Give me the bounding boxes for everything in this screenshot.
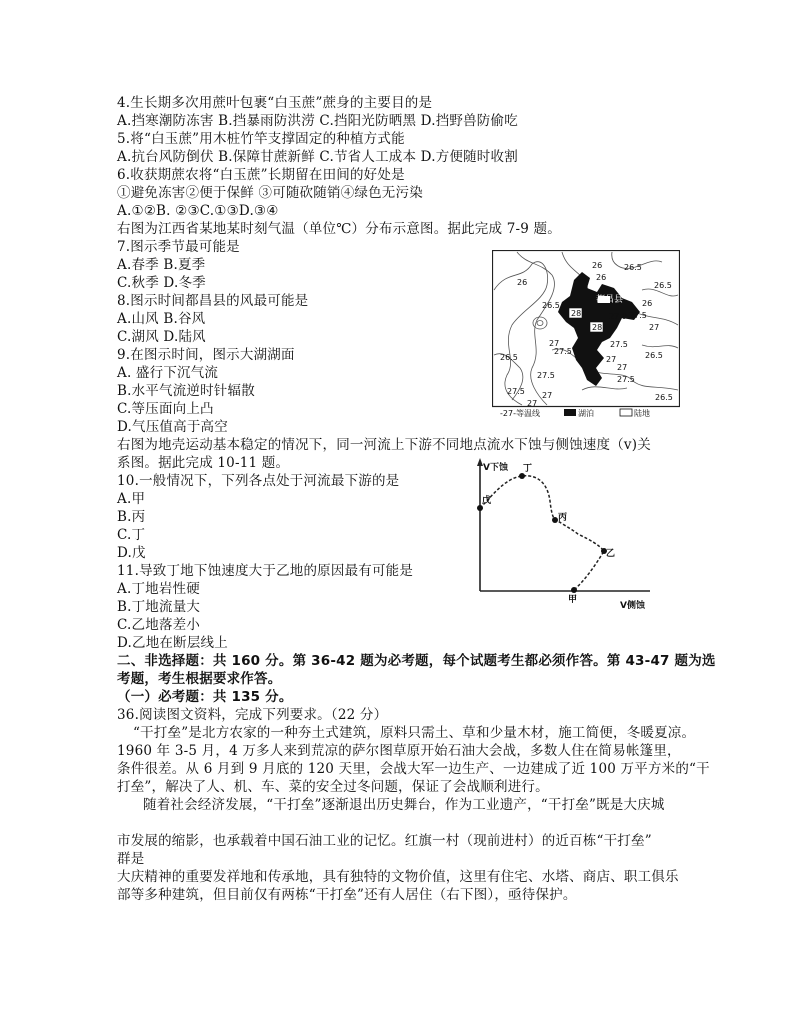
map-label-county: 都昌县	[596, 295, 624, 305]
legend-land: 陆地	[634, 409, 650, 418]
q10-option-d: D.戊	[117, 545, 146, 561]
map-label: 27	[527, 399, 538, 408]
map-label: 26.5	[542, 301, 560, 310]
q11-option-a: A.丁地岩性硬	[117, 581, 200, 597]
point-label-ding: 丁	[523, 464, 533, 474]
map-label: 26	[596, 273, 607, 282]
temperature-map	[492, 250, 680, 418]
section2-subheading: （一）必考题：共 135 分。	[117, 689, 293, 705]
intro-10-11-line2: 系图。据此完成 10-11 题。	[117, 455, 290, 471]
map-label: 27.5	[617, 375, 635, 384]
q8-options-2: C.湖风 D.陆风	[117, 329, 206, 345]
map-label: 27	[606, 355, 617, 364]
x-axis-label: V侧蚀	[620, 601, 645, 611]
map-label: 27.5	[507, 387, 525, 396]
map-label: 27.5	[554, 347, 572, 356]
point-label-wu: 戊	[482, 496, 492, 506]
q6-options: A.①②B. ②③C.①③D.③④	[117, 203, 279, 219]
q8-stem: 8.图示时间都昌县的风最可能是	[117, 293, 309, 309]
q5-stem: 5.将“白玉蔗”用木桩竹竿支撑固定的种植方式能	[117, 131, 405, 147]
q36-paragraph-line8: 大庆精神的重要发祥地和传承地，具有独特的文物价值，这里有住宅、水塔、商店、职工俱乐	[117, 869, 679, 885]
legend-lake-swatch	[564, 409, 576, 416]
legend-land-swatch	[620, 409, 632, 416]
q5-options: A.抗台风防倒伏 B.保障甘蔗新鲜 C.节省人工成本 D.方便随时收割	[117, 149, 518, 165]
map-label: 27	[617, 363, 628, 372]
q8-options-1: A.山风 B.谷风	[117, 311, 206, 327]
map-label: 26.5	[500, 353, 518, 362]
q36-paragraph-line9: 部等多种建筑，但目前仅有两栋“干打垒”还有人居住（右下图），亟待保护。	[117, 887, 577, 903]
section2-heading-line2: 考题，考生根据要求作答。	[117, 671, 282, 687]
q36-paragraph-line5: 随着社会经济发展，“干打垒”逐渐退出历史舞台，作为工业遗产，“干打垒”既是大庆城	[143, 797, 665, 813]
map-label: 27	[542, 391, 553, 400]
map-label: 26	[517, 278, 528, 287]
map-label: 26.5	[654, 281, 672, 290]
q11-option-c: C.乙地落差小	[117, 617, 201, 633]
map-label: 27.5	[610, 340, 628, 349]
q36-paragraph-line6: 市发展的缩影，也承载着中国石油工业的记忆。红旗一村（现前进村）的近百栋“干打垒”	[117, 833, 652, 849]
map-label: 26.5	[655, 393, 673, 402]
q11-stem: 11.导致丁地下蚀速度大于乙地的原因最有可能是	[117, 563, 414, 579]
q9-option-b: B.水平气流逆时针辐散	[117, 383, 255, 399]
map-legend	[500, 408, 650, 418]
q6-stem: 6.收获期蔗农将“白玉蔗”长期留在田间的好处是	[117, 167, 405, 183]
q9-stem: 9.在图示时间，图示大湖湖面	[117, 347, 295, 363]
map-label: 26	[642, 299, 653, 308]
point-label-bing: 丙	[558, 513, 568, 523]
q6-items: ①避免冻害②便于保鲜 ③可随砍随销④绿色无污染	[117, 185, 423, 201]
map-label: 28	[592, 323, 603, 332]
map-label: 27	[549, 339, 560, 348]
legend-lake: 湖泊	[578, 409, 594, 418]
map-label: 28	[571, 309, 582, 318]
q11-option-d: D.乙地在断层线上	[117, 635, 228, 651]
y-axis-label: V下蚀	[483, 463, 508, 473]
q9-option-c: C.等压面向上凸	[117, 401, 214, 417]
map-label: 27.5	[629, 311, 647, 320]
erosion-curve	[480, 476, 604, 590]
point-label-jia: 甲	[568, 595, 578, 605]
point-label-yi: 乙	[606, 549, 616, 559]
q36-paragraph-line2: 1960 年 3-5 月，4 万多人来到荒凉的萨尔图草原开始石油大会战，多数人住在简易帐篷里，	[117, 743, 681, 759]
map-label: 27.9	[609, 312, 627, 321]
q36-paragraph-line4: 打垒”，解决了人、机、车、菜的安全过冬问题，保证了会战顺利进行。	[117, 779, 549, 795]
q4-stem: 4.生长期多次用蔗叶包裹“白玉蔗”蔗身的主要目的是	[117, 95, 433, 111]
q11-option-b: B.丁地流量大	[117, 599, 201, 615]
q10-option-a: A.甲	[117, 491, 146, 507]
erosion-graph	[470, 456, 660, 614]
q9-option-a: A. 盛行下沉气流	[117, 365, 219, 381]
q7-options-2: C.秋季 D.冬季	[117, 275, 206, 291]
map-label: 26	[592, 261, 603, 270]
map-label: 26.5	[645, 351, 663, 360]
map-label: 27	[649, 323, 660, 332]
intro-10-11-line1: 右图为地壳运动基本稳定的情况下，同一河流上下游不同地点流水下蚀与侧蚀速度（v)关	[117, 437, 651, 453]
q36-paragraph-line7: 群是	[117, 851, 145, 867]
point-labels	[482, 463, 615, 605]
q36-paragraph-line3: 条件很差。从 6 月到 9 月底的 120 天里，会战大军一边生产、一边建成了近 100 万平方米的“干	[117, 761, 710, 777]
q10-option-c: C.丁	[117, 527, 146, 543]
q7-stem: 7.图示季节最可能是	[117, 239, 240, 255]
intro-7-9: 右图为江西省某地某时刻气温（单位℃）分布示意图。据此完成 7-9 题。	[117, 221, 561, 237]
map-label: 27.5	[537, 371, 555, 380]
q9-option-d: D.气压值高于高空	[117, 419, 228, 435]
q7-options-1: A.春季 B.夏季	[117, 257, 206, 273]
section2-heading-line1: 二、非选择题：共 160 分。第 36-42 题为必考题，每个试题考生都必须作答。第 43-47 题为选	[117, 653, 716, 669]
q4-options: A.挡寒潮防冻害 B.挡暴雨防洪涝 C.挡阳光防晒黑 D.挡野兽防偷吃	[117, 113, 518, 129]
q36-stem: 36.阅读图文资料，完成下列要求。（22 分）	[117, 707, 388, 723]
q10-stem: 10.一般情况下，下列各点处于河流最下游的是	[117, 473, 400, 489]
point-jia	[571, 587, 577, 593]
legend-isotherm: -27-等温线	[500, 409, 540, 418]
q36-paragraph-line1: “干打垒”是北方农家的一种夯土式建筑，原料只需土、草和少量木材，施工简便，冬暖夏凉。	[133, 725, 696, 741]
q10-option-b: B.丙	[117, 509, 146, 525]
map-label: 26.5	[624, 263, 642, 272]
